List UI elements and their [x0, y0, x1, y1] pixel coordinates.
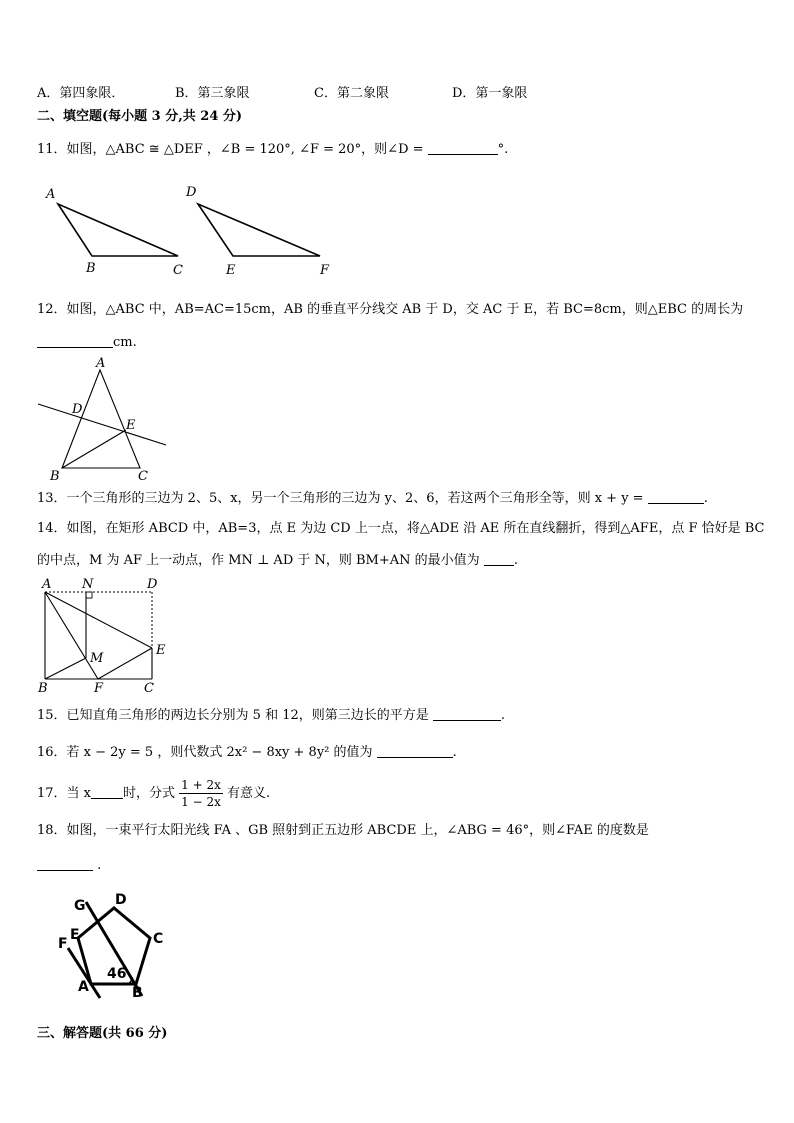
question-13 — [37, 489, 708, 508]
segment-bm — [45, 658, 86, 679]
question-14-line2 — [37, 551, 518, 570]
option-b: B．第三象限 — [175, 86, 250, 101]
answer-blank-15[interactable] — [433, 706, 501, 721]
question-11-text: 11．如图，△ABC ≅ △DEF ，∠B = 120°, ∠F = 20°，则∠D = — [37, 142, 424, 157]
label-e: E — [156, 643, 166, 658]
option-d: D．第一象限 — [452, 86, 528, 101]
answer-blank-11[interactable] — [428, 140, 498, 155]
label-f: F — [58, 936, 68, 952]
segment-be — [62, 430, 126, 468]
section-heading-solutions: 三、解答题(共 66 分) — [37, 1026, 168, 1041]
section-heading-fill-in: 二、填空题(每小题 3 分,共 24 分) — [37, 109, 243, 124]
label-a: A — [96, 356, 106, 371]
question-13-end: . — [703, 491, 708, 506]
label-b: B — [38, 681, 48, 696]
option-a: A．第四象限． — [37, 86, 125, 101]
label-c: C — [153, 931, 164, 947]
question-17-end: 有意义. — [227, 786, 271, 801]
answer-blank-14[interactable] — [484, 551, 514, 566]
label-g: G — [74, 898, 86, 914]
label-e: E — [226, 263, 236, 278]
figure-18 — [50, 886, 180, 1006]
label-a: A — [46, 187, 56, 202]
question-12-text: 12．如图，△ABC 中，AB=AC=15cm，AB 的垂直平分线交 AB 于 D，交 AC 于 E，若 BC=8cm，则△EBC 的周长为 — [37, 302, 744, 317]
question-12-answer — [37, 333, 137, 352]
label-f: F — [320, 263, 330, 278]
fraction-denominator: 1 − 2x — [181, 795, 221, 809]
segment-fe — [98, 648, 152, 679]
label-e: E — [70, 927, 80, 943]
fraction — [179, 777, 223, 810]
label-b: B — [50, 469, 60, 484]
question-15-text: 15．已知直角三角形的两边长分别为 5 和 12，则第三边长的平方是 — [37, 708, 429, 723]
answer-blank-17[interactable] — [91, 784, 123, 799]
question-18-end: . — [97, 858, 102, 873]
label-d: D — [186, 185, 197, 200]
fraction-numerator: 1 + 2x — [181, 778, 221, 792]
label-d: D — [115, 892, 127, 908]
answer-blank-13[interactable] — [648, 489, 704, 504]
label-d: D — [147, 577, 158, 592]
question-14-line1: 14．如图，在矩形 ABCD 中，AB=3，点 E 为边 CD 上一点，将△ADE 沿 AE 所在直线翻折，得到△AFE，点 F 恰好是 BC — [37, 521, 765, 536]
perpendicular-bisector — [38, 404, 166, 445]
question-16 — [37, 743, 457, 762]
figure-11 — [40, 180, 340, 280]
label-d: D — [72, 402, 83, 417]
label-c: C — [173, 263, 183, 278]
question-14-end: . — [513, 553, 518, 568]
right-angle-mark — [86, 592, 92, 598]
option-c: C．第二象限 — [314, 86, 389, 101]
question-14-text: 的中点，M 为 AF 上一动点，作 MN ⊥ AD 于 N，则 BM+AN 的最小值为 — [37, 553, 480, 568]
question-17 — [37, 776, 270, 812]
answer-blank-16[interactable] — [377, 743, 453, 758]
question-15 — [37, 706, 505, 725]
label-n: N — [82, 577, 94, 592]
label-f: F — [94, 681, 104, 696]
question-16-end: . — [452, 745, 457, 760]
figure-14 — [36, 576, 176, 694]
question-12-end: cm. — [113, 335, 137, 350]
question-18-answer — [37, 856, 101, 875]
label-c: C — [144, 681, 154, 696]
question-15-end: . — [500, 708, 506, 723]
question-16-text: 16．若 x − 2y = 5 ，则代数式 2x² − 8xy + 8y² 的值为 — [37, 745, 373, 760]
label-e: E — [126, 418, 136, 433]
figure-12 — [36, 356, 176, 484]
label-m: M — [90, 651, 104, 666]
question-17-mid: 时，分式 — [123, 786, 176, 801]
question-11 — [37, 140, 508, 159]
triangle-def — [198, 204, 320, 256]
answer-blank-12[interactable] — [37, 333, 113, 348]
label-angle-46: 46 — [107, 966, 127, 982]
label-b: B — [132, 985, 143, 1001]
question-11-end: °. — [497, 142, 509, 157]
question-13-text: 13．一个三角形的三边为 2、5、x，另一个三角形的三边为 y、2、6，若这两个三角形全等，则 x + y = — [37, 491, 644, 506]
label-a: A — [42, 577, 52, 592]
answer-blank-18[interactable] — [37, 856, 93, 871]
question-17-pre: 17．当 x — [37, 786, 92, 801]
triangle-abc — [58, 204, 178, 256]
label-a: A — [78, 979, 89, 995]
segment-ae — [45, 592, 152, 648]
question-18-text: 18．如图，一束平行太阳光线 FA 、GB 照射到正五边形 ABCDE 上，∠ABG = 46°，则∠FAE 的度数是 — [37, 823, 649, 838]
label-c: C — [138, 469, 148, 484]
label-b: B — [86, 261, 96, 276]
